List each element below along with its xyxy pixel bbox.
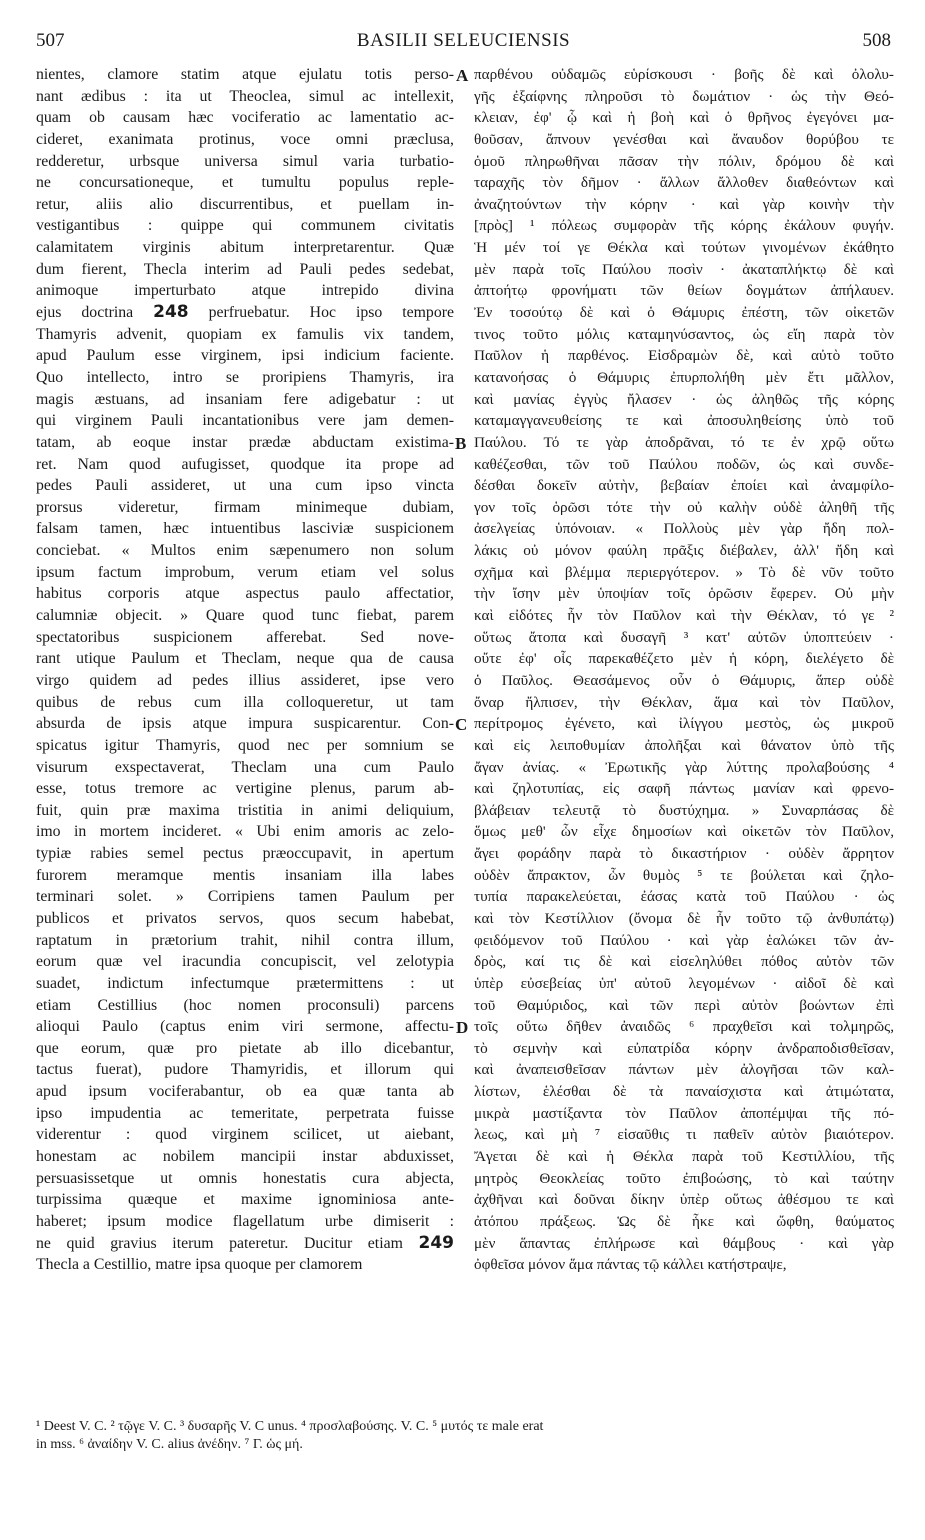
latin-text-line: calumniæ objecit. » Quare quod tunc fiebat, parem: [36, 607, 454, 625]
latin-text-line: esse, totus tremore ac vertigine plenus, parum ab-: [36, 780, 454, 798]
latin-text-line: cideret, exanimata protinus, voce omni præclusa,: [36, 130, 454, 148]
page-number-left: 507: [36, 30, 65, 51]
footnotes: [36, 1418, 891, 1454]
greek-text-line: τὸ σεμνὴν καὶ εὐπατρίδα κόρην ἀνδραποδισθεῖσαν,: [474, 1039, 894, 1057]
greek-text-line: τοῦ Θαμύριδος, καὶ τῶν περὶ αὐτὸν βοώντων ἐπὶ: [474, 996, 894, 1014]
latin-text-line: apud ipsum vociferabantur, ob ea quæ tanta ab: [36, 1083, 454, 1101]
latin-text-line: honestam ac nobilem mancipii instar abduxisset,: [36, 1148, 454, 1166]
greek-text-line: ὁ Παῦλος. Θεασάμενος οὖν ὁ Θάμυρις, ἅπερ οὐδὲ: [474, 671, 894, 689]
latin-text-line: magis æstuans, ad insaniam fere adigebatur : ut: [36, 390, 454, 408]
latin-text-line: fuit, quin præ maxima tristitia in animi deliquium,: [36, 801, 454, 819]
greek-text-line: μικρὰ μαστίξαντα τὸν Παῦλον ἀποπέμψαι τῆς πό-: [474, 1104, 894, 1122]
latin-text-line: vestigantibus : quippe qui communem civitatis: [36, 217, 454, 235]
latin-text-line: ne quid gravius iterum pateretur. Ducitur etiam 249: [36, 1232, 454, 1253]
greek-text-line: ἀπτοήτῳ φρονήματι τῶν θείων δογμάτων ἀπήλαυεν.: [474, 282, 894, 300]
margin-marker-b: B: [455, 434, 467, 453]
footnote-line: in mss. ⁶ ἀναίδην V. C. alius ἀνέδην. ⁷ Γ. ὡς μή.: [36, 1437, 303, 1452]
latin-text-line: apud Paulum esse virginem, ipsi indicium faciente.: [36, 347, 454, 365]
greek-text-line: ἀναζητούντων τὴν κόρην · καὶ γὰρ κοινὴν τὴν: [474, 195, 894, 213]
greek-text-line: καταμαγγανευθείσης τε καὶ ἀποσυληθείσης ὑπὸ τοῦ: [474, 412, 894, 430]
latin-text-line: redderetur, urbsque universa simul varia turbatio-: [36, 152, 454, 170]
latin-text-line: publicos et privatos servos, quos secum habebat,: [36, 909, 454, 927]
greek-text-line: καὶ ζηλοτυπίας, εἰς σαφῆ πάντως μανίαν καὶ φρενο-: [474, 780, 894, 798]
greek-text-line: Ἄγεται δὲ καὶ ἡ Θέκλα παρὰ τοῦ Κεστιλλίου, τῆς: [474, 1148, 894, 1166]
greek-text-line: λίστων, ἑλέσθαι δὲ τὰ παναίσχιστα καὶ ἀτιμώτατα,: [474, 1083, 894, 1101]
greek-text-line: θοῦσαν, ἄπνουν γενέσθαι καὶ ἄναυδον θορύβου τε: [474, 130, 894, 148]
greek-text-line: ὀφθεῖσα μόνον ἅμα πάντας τῷ κάλλει κατήστραψε,: [474, 1256, 787, 1274]
latin-text-line: ejus doctrina 248 perfruebatur. Hoc ipso tempore: [36, 302, 454, 323]
latin-text-line: nientes, clamore statim atque ejulatu totis perso-: [36, 66, 454, 83]
greek-text-line: ἀχθῆναι καὶ δοῦναι δίκην ὑπὲρ οὕτως ἀθέσμου τε καὶ: [474, 1191, 894, 1209]
latin-text-line: haberet; ipsum modice flagellatum urbe dimiserit :: [36, 1212, 454, 1230]
greek-text-line: ἀσελγείας ὑπόνοιαν. « Πολλοὺς μὲν γὰρ ἤδη πολ-: [474, 520, 894, 538]
greek-text-line: ὁμοῦ πληρωθῆναι πᾶσαν τὴν πόλιν, δρόμου δὲ καὶ: [474, 152, 894, 170]
greek-text-line: καὶ τὸν Κεστίλλιον (ὄνομα δὲ ἦν τοῦτο τῷ ἀνθυπάτῳ): [474, 909, 894, 927]
latin-text-line: rant utique Paulum et Theclam, neque qua de causa: [36, 650, 454, 668]
latin-text-line: retur, aliis alio discurrentibus, et puellam in-: [36, 195, 454, 213]
latin-text-line: habitus corporis atque aspectus paulo affectatior,: [36, 585, 454, 603]
latin-text-line: tatam, ab eoque instar prædæ abductam existima-: [36, 433, 454, 451]
greek-text-line: Ἐν τοσούτῳ δὲ καὶ ὁ Θάμυρις ἐπέστη, τῶν οἰκετῶν: [474, 304, 894, 322]
latin-text-line: ipso impudentia ac temeritate, perpetrata fuisse: [36, 1104, 454, 1122]
latin-text-line: Quo intellecto, intro se proripiens Thamyris, ira: [36, 368, 454, 386]
latin-text-line: falsam tamen, hæc intuentibus lasciviæ suspicionem: [36, 520, 454, 538]
greek-text-line: Ἡ μέν τοί γε Θέκλα καὶ τούτων γινομένων ἐκάθητο: [474, 239, 894, 257]
latin-text-line: nant ædibus : ita ut Theoclea, simul ac intellexit,: [36, 87, 454, 105]
latin-text-line: virgo quidem ad pedes illius assideret, ipse vero: [36, 671, 454, 689]
latin-text-line: visurum exspectaverat, Theclam una cum Paulo: [36, 758, 454, 776]
latin-text-line: persuasissetque ut omnis honestatis cura abjecta,: [36, 1169, 454, 1187]
greek-text-line: τινος τοῦτο μόλις καταμηνύσαντος, ὡς εἴη παρὰ τὸν: [474, 325, 894, 343]
latin-text-line: terminari solet. » Corripiens tamen Paulum per: [36, 888, 454, 906]
latin-text-line: spicatus igitur Thamyris, quod nec per somnium se: [36, 736, 454, 754]
latin-text-line: dum fierent, Thecla interim ad Pauli pedes sedebat,: [36, 260, 454, 278]
greek-text-line: καθέζεσθαι, τῶν τοῦ Παύλου ποδῶν, ὡς καὶ συνδε-: [474, 455, 894, 473]
latin-text-line: Thecla a Cestillio, matre ipsa quoque per clamorem: [36, 1256, 363, 1274]
greek-text-line: τυπία παρακελεύεται, ἐάσας κατὰ τοῦ Παύλου · ὡς: [474, 888, 894, 906]
greek-text-line: οὐδὲν ἄπρακτον, ὧν θυμὸς ⁵ τε βούλεται καὶ ζηλο-: [474, 866, 894, 884]
footnote-line: ¹ Deest V. C. ² τῷγε V. C. ³ δυσαρῆς V. C unus. ⁴ προσλαβούσης. V. C. ⁵ μυτός τε male erat: [36, 1419, 544, 1434]
latin-text-line: conciebat. « Multos enim sæpenumero non solum: [36, 542, 454, 560]
greek-column: [474, 64, 894, 1276]
latin-text-line: prorsus videretur, firmam minimeque dubiam,: [36, 498, 454, 516]
greek-text-line: μὲν παρὰ τοῖς Παύλου ποσὶν · ἀκαταπλήκτῳ δὲ καὶ: [474, 260, 894, 278]
latin-text-line: typiæ rabies semel pectus præoccupavit, in apertum: [36, 845, 454, 863]
inline-page-number: 249: [418, 1232, 454, 1253]
margin-marker-a: A: [456, 66, 469, 85]
margin-marker-d: D: [456, 1018, 469, 1037]
greek-text-line: δέσθαι δοκεῖν αὐτὴν, βεβαίαν ἐποίει καὶ ἀναμφίλο-: [474, 477, 894, 495]
greek-text-line: κλειαν, ἐφ' ᾧ καὶ ἡ βοὴ καὶ ὁ θρῆνος ἐγεγόνει μα-: [474, 109, 894, 127]
greek-text-line: ταραχῆς τὸν δῆμον · ἄλλων ἄλλοθεν διαθεόντων καὶ: [474, 174, 894, 192]
latin-text-line: ipsum factum improbum, verum etiam vel solus: [36, 563, 454, 581]
latin-text-line: que eorum, quæ pro pietate ab illo dicebantur,: [36, 1039, 454, 1057]
greek-text-line: καὶ εἰδότες ἦν τὸν Παῦλον καὶ τὴν Θέκλαν, τό γε ²: [474, 607, 894, 625]
greek-text-line: λάκις οὐ μόνον φαύλη πρᾶξις διέβαλεν, ἀλλ' ἤδη καὶ: [474, 542, 894, 560]
latin-text-line: alioqui Paulo (captus enim viri sermone, affectu-: [36, 1018, 454, 1036]
latin-text-line: calamitatem virginis abitum interpretarentur. Quæ: [36, 239, 454, 257]
latin-text-line: absurda de ipsis atque impura suspicarentur. Con-: [36, 715, 454, 733]
greek-text-line: οὕτως ἄτοπα καὶ δυσαγῆ ³ κατ' αὐτῶν ὑποπτεύειν ·: [474, 628, 894, 646]
latin-text-line: qui virginem Pauli incantationibus vere jam demen-: [36, 412, 454, 430]
greek-text-line: μὲν ἅπαντας ἐπλήρωσε καὶ θάμβους · καὶ γὰρ: [474, 1234, 894, 1252]
greek-text-line: ἀτόπου πράξεως. Ὡς δὲ ἧκε καὶ ὤφθη, θαύματος: [474, 1212, 894, 1230]
page-number-right: 508: [862, 30, 891, 51]
latin-text-line: furorem meramque mentis insaniam illa labes: [36, 866, 454, 884]
greek-text-line: τοῖς οὕτω δῆθεν ἀναιδῶς ⁶ πραχθεῖσι καὶ τολμηρῶς,: [474, 1018, 894, 1036]
greek-text-line: ἄγει φοράδην παρὰ τὸ δικαστήριον · οὐδὲν ἄρρητον: [474, 845, 894, 863]
greek-text-line: οὔτε ἐφ' οἷς παρεκαθέζετο μὲν ἡ κόρη, διελέγετο δὲ: [474, 650, 894, 668]
latin-text-line: turpissima quæque et maxime ignominiosa ante-: [36, 1191, 454, 1209]
latin-text-line: eorum quæ vel iracundia concupiscit, vel zelotypia: [36, 953, 454, 971]
latin-text-line: ret. Nam quod aufugisset, quodque ita prope ad: [36, 455, 454, 473]
greek-text-line: περίτρομος ἐγένετο, καὶ ἰλίγγου μεστὸς, ὡς μικροῦ: [474, 715, 894, 733]
latin-text-line: raptatum in prætorium trahit, nihil contra illum,: [36, 931, 454, 949]
greek-text-line: ὄναρ ἤλπισεν, τὴν Θέκλαν, ἅμα καὶ τὸν Παῦλον,: [474, 693, 894, 711]
latin-text-line: animoque imperturbato atque intrepido divina: [36, 282, 454, 300]
latin-text-line: etiam Cestillius (hoc nomen proconsuli) parcens: [36, 996, 454, 1014]
latin-text-line: suadet, indictum infectumque prætermittens : ut: [36, 974, 454, 992]
greek-text-line: φειδόμενον τοῦ Παύλου · καὶ γὰρ ἑαλώκει τῶν ἀν-: [474, 931, 894, 949]
latin-column: [36, 64, 454, 1276]
greek-text-line: τὴν ἴσην μὲν ὑποψίαν τοῖς ὁρῶσιν ἔφερεν. Οὐ μὴν: [474, 585, 894, 603]
greek-text-line: καὶ μανίας ἐγγὺς ἤλασεν · ὡς ἀληθῶς τῆς κόρης: [474, 390, 894, 408]
greek-text-line: γον τοῖς ὁρῶσι τότε τὴν οὐ καλὴν οὐδὲ ἀληθῆ τῆς: [474, 498, 894, 516]
inline-page-number: 248: [153, 302, 189, 323]
greek-text-line: Παύλου. Τό τε γὰρ ἀποδρᾶναι, τό τε ἐν χρῷ οὕτω: [474, 433, 894, 451]
greek-text-line: παρθένου οὐδαμῶς εὑρίσκουσι · βοῆς δὲ καὶ ὀλολυ-: [474, 66, 894, 83]
latin-text-line: ne concursationeque, et tumultu populus reple-: [36, 174, 454, 192]
latin-text-line: quibus de rebus cum illa colloqueretur, ut tam: [36, 693, 454, 711]
latin-text-line: spectatoribus suspicionem afferebat. Sed nove-: [36, 628, 454, 646]
latin-text-line: pedes Pauli assideret, ut una cum ipso vincta: [36, 477, 454, 495]
latin-text-line: viderentur : quod virginem scilicet, ut aiebant,: [36, 1126, 454, 1144]
running-head: [36, 30, 891, 56]
latin-text-line: tactus fuerat), pudore Thamyridis, et illorum qui: [36, 1061, 454, 1079]
greek-text-line: δρὸς, καί τις δὲ καὶ εἰσεληλύθει πόθος αὐτὸν τῶν: [474, 953, 894, 971]
greek-text-line: καὶ εἰς λειποθυμίαν ἀπολῆξαι καὶ θάνατον ὑπὸ τῆς: [474, 736, 894, 754]
greek-text-line: [πρὸς] ¹ πόλεως συμφορὰν τῆς κόρης ἐκάλουν φυγήν.: [474, 217, 894, 235]
greek-text-line: ὑπὲρ εὐσεβείας ὑπ' αὐτοῦ λεγομένων · αἰδοῖ δὲ καὶ: [474, 974, 894, 992]
greek-text-line: κατανοήσας ὁ Θάμυρις ἐπυρπολήθη μὲν ἔτι μᾶλλον,: [474, 368, 894, 386]
greek-text-line: γῆς ἐξαίφνης πληροῦσι τὸ δωμάτιον · ὡς τὴν Θεό-: [474, 87, 894, 105]
latin-text-line: quam ob causam hæc vociferatio ac lamentatio ac-: [36, 109, 454, 127]
greek-text-line: ἄγαν ἀνίας. « Ἐρωτικῆς γὰρ λύττης προλαβούσης ⁴: [474, 758, 894, 776]
greek-text-line: καὶ ἀναπεισθεῖσαν πάντων μὲν ἀλογῆσαι τῶν καλ-: [474, 1061, 894, 1079]
latin-text-line: Thamyris advenit, quopiam ex famulis vix tandem,: [36, 325, 454, 343]
greek-text-line: βλάβειαν τελευτᾷ τὸ δυστύχημα. » Συναρπάσας δὲ: [474, 801, 894, 819]
margin-marker-c: C: [455, 715, 468, 734]
greek-text-line: Παῦλον ἡ παρθένος. Εἰσδραμὼν δὲ, καὶ αὐτὸ τοῦτο: [474, 347, 894, 365]
running-title: BASILII SELEUCIENSIS: [356, 30, 571, 51]
latin-text-line: imo in mortem incideret. « Ubi enim amoris ac zelo-: [36, 823, 454, 841]
greek-text-line: λεως, καὶ μὴ ⁷ εἰσαῦθις τι παθεῖν αὐτὸν βιαιότερον.: [474, 1126, 894, 1144]
greek-text-line: σχῆμα καὶ βλέμμα περιεργότερον. » Τὸ δὲ νῦν τοῦτο: [474, 563, 894, 581]
greek-text-line: ὅμως μεθ' ὧν εἶχε δημοσίων καὶ οἰκετῶν τὸν Παῦλον,: [474, 823, 894, 841]
greek-text-line: μητρὸς Θεοκλείας τοῦτο ἐπιβοώσης, τὸ καὶ ταύτην: [474, 1169, 894, 1187]
